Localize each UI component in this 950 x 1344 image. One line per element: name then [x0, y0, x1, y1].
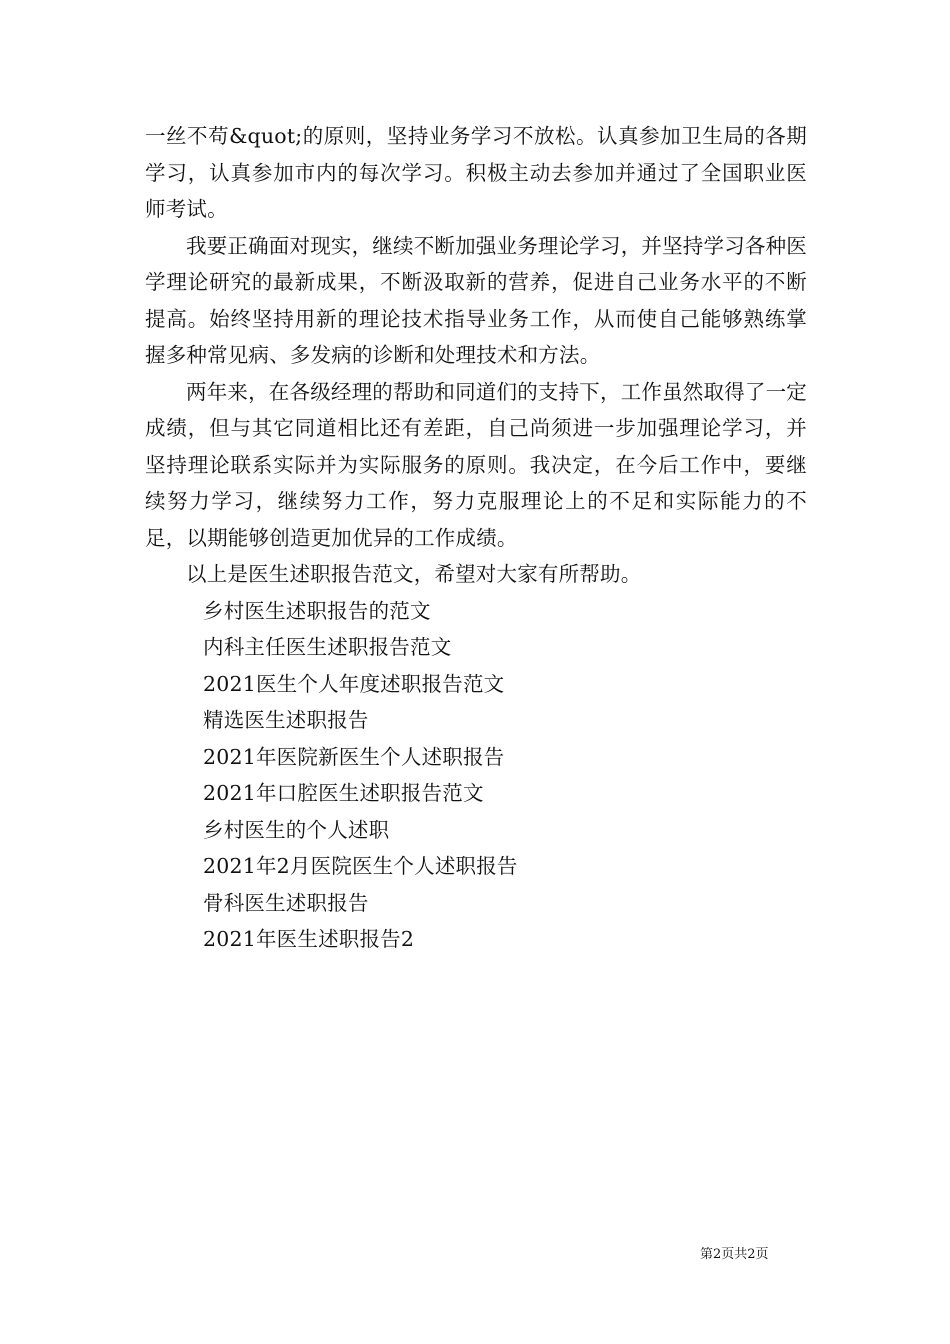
related-link[interactable]: 内科主任医生述职报告范文: [203, 635, 452, 659]
page-number-footer: 第2页共2页: [700, 1247, 769, 1262]
related-link[interactable]: 2021年2月医院医生个人述职报告: [203, 854, 518, 878]
related-intro: 以上是医生述职报告范文，希望对大家有所帮助。: [186, 562, 642, 586]
paragraph-summary: 两年来，在各级经理的帮助和同道们的支持下，工作虽然取得了一定成绩，但与其它同道相比还有差距，自己尚须进一步加强理论学习，并坚持理论联系实际并为实际服务的原则。我决定，在今后工作中，要继续努力学习，继续努力工作，努力克服理论上的不足和实际能力的不足，以期能够创造更加优异的工作成绩。: [145, 379, 807, 550]
related-link[interactable]: 乡村医生的个人述职: [203, 817, 390, 842]
related-link[interactable]: 2021年医院新医生个人述职报告: [203, 744, 505, 769]
related-link[interactable]: 2021年口腔医生述职报告范文: [203, 781, 484, 805]
related-link[interactable]: 精选医生述职报告: [203, 708, 369, 732]
paragraph-study: 我要正确面对现实，继续不断加强业务理论学习，并坚持学习各种医学理论研究的最新成果，不断汲取新的营养，促进自己业务水平的不断提高。始终坚持用新的理论技术指导业务工作，从而使自己能够熟练掌握多种常见病、多发病的诊断和处理技术和方法。: [145, 233, 807, 367]
related-links-list: [145, 593, 807, 958]
related-link[interactable]: 2021医生个人年度述职报告范文: [203, 671, 505, 696]
document-body: [145, 118, 807, 958]
related-link[interactable]: 乡村医生述职报告的范文: [203, 598, 431, 623]
paragraph-continuation: 一丝不苟&quot;的原则，坚持业务学习不放松。认真参加卫生局的各期学习，认真参加市内的每次学习。积极主动去参加并通过了全国职业医师考试。: [145, 124, 807, 221]
related-link[interactable]: 骨科医生述职报告: [203, 890, 369, 915]
related-link[interactable]: 2021年医生述职报告2: [203, 927, 415, 951]
